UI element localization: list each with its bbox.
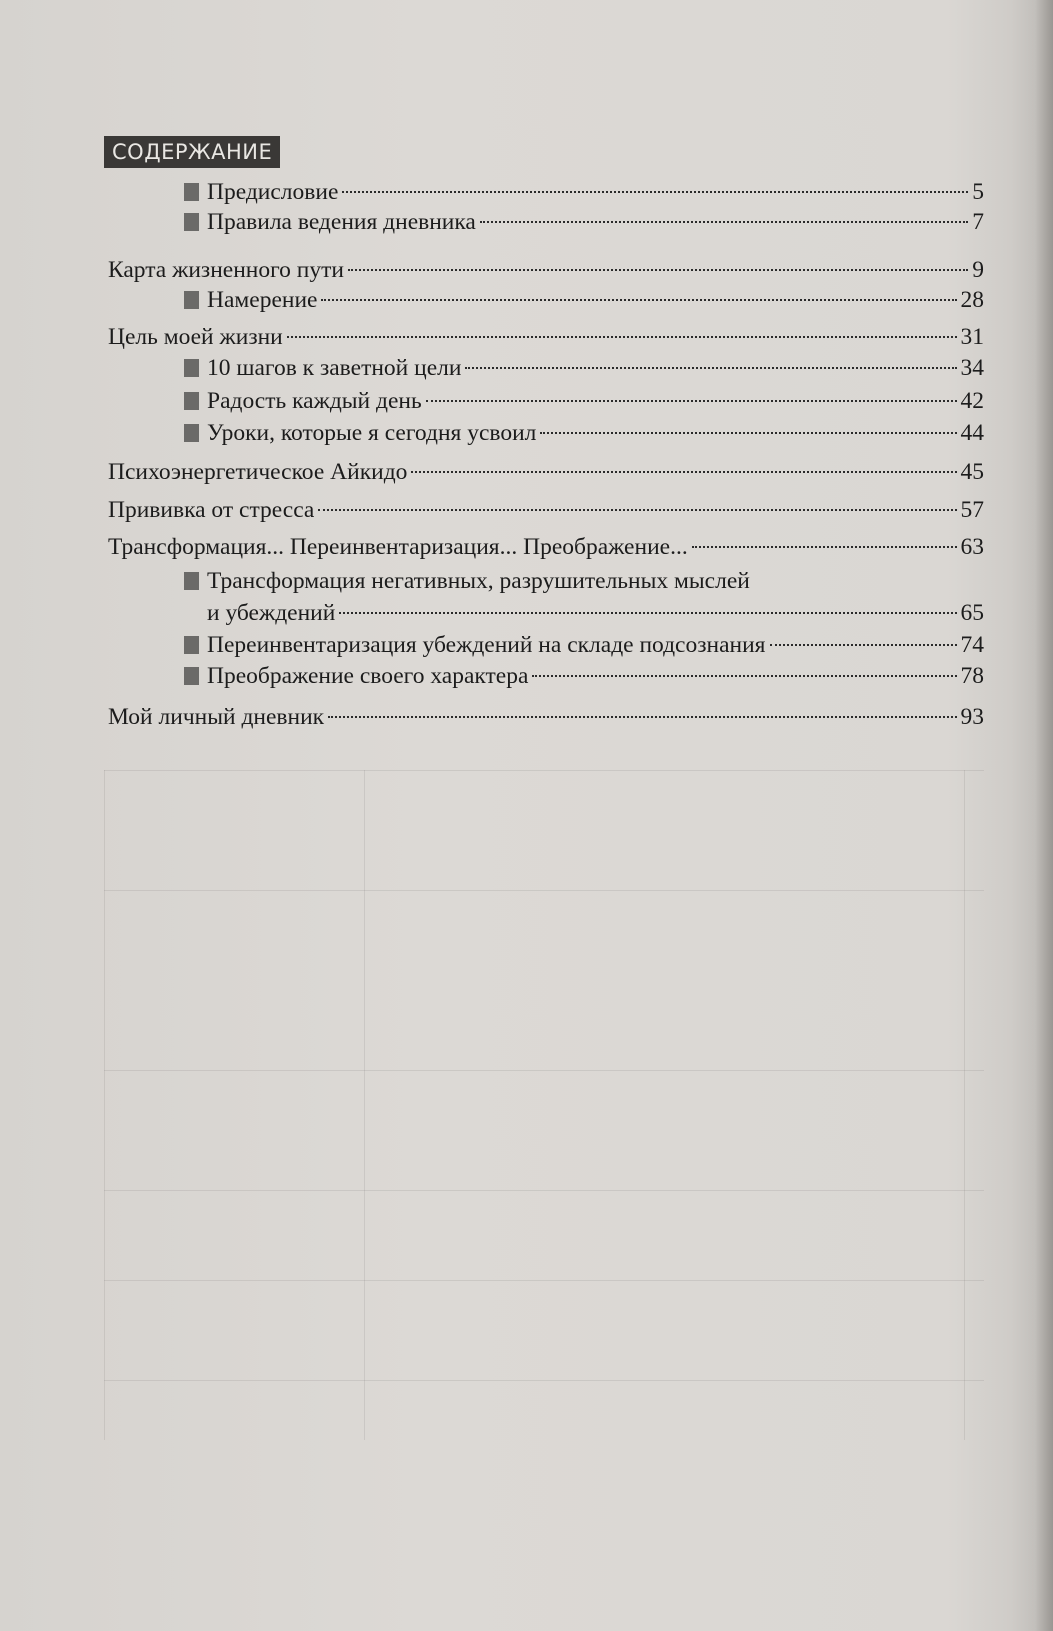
square-bullet-icon [184,183,199,201]
toc-entry-page: 34 [960,355,984,381]
square-bullet-icon [184,359,199,377]
dot-leader [480,220,968,223]
dot-leader [532,674,956,677]
toc-entry-page: 93 [960,704,984,730]
toc-entry-page: 28 [960,287,984,313]
toc-entry-title-line1: Трансформация негативных, разрушительных мыслей [207,568,750,594]
toc-entry[interactable] [108,457,984,487]
toc-entry-page: 42 [960,388,984,414]
dot-leader [465,366,956,369]
toc-entry[interactable] [184,353,984,383]
square-bullet-icon [184,667,199,685]
square-bullet-icon [184,424,199,442]
dot-leader [287,335,957,338]
square-bullet-icon [184,291,199,309]
dot-leader [770,643,957,646]
toc-entry[interactable] [184,177,984,207]
toc-entry[interactable] [184,386,984,416]
toc-entry-title: и убеждений [207,600,336,626]
toc-entry-title: Уроки, которые я сегодня усвоил [207,420,537,446]
dot-leader [342,190,968,193]
toc-entry-title: Цель моей жизни [108,324,283,350]
dot-leader [540,431,956,434]
toc-entry-title: Прививка от стресса [108,497,315,523]
toc-entry-page: 74 [960,632,984,658]
toc-entry-title: Карта жизненного пути [108,257,344,283]
toc-entry-page: 31 [960,324,984,350]
dot-leader [321,298,956,301]
toc-entry[interactable] [108,532,984,562]
toc-entry-title: Предисловие [207,179,339,205]
toc-entry[interactable] [184,207,984,237]
dot-leader [339,611,956,614]
toc-entry-page: 65 [960,600,984,626]
toc-entry-page: 78 [960,663,984,689]
toc-entry-title: Намерение [207,287,318,313]
toc-entry-page: 57 [960,497,984,523]
toc-entry[interactable] [184,418,984,448]
toc-entry[interactable] [184,661,984,691]
toc-entry[interactable] [108,495,984,525]
toc-entry-title: Психоэнергетическое Айкидо [108,459,408,485]
toc-entry-page: 9 [972,257,984,283]
toc-entry-first-line[interactable] [184,566,750,596]
toc-entry[interactable] [108,255,984,285]
toc-entry-page: 44 [960,420,984,446]
toc-entry-title: Трансформация... Переинвентаризация... Преображение... [108,534,688,560]
toc-entry-title: Преображение своего характера [207,663,529,689]
square-bullet-icon [184,392,199,410]
toc-entry-title: Переинвентаризация убеждений на складе подсознания [207,632,766,658]
toc-entry-page: 7 [972,209,984,235]
toc-entry[interactable] [108,322,984,352]
toc-entry-page: 5 [972,179,984,205]
toc-heading: СОДЕРЖАНИЕ [104,136,280,168]
dot-leader [318,508,956,511]
toc-entry[interactable] [108,702,984,732]
page-edge-shadow [1035,0,1053,1631]
toc-entry-page: 45 [960,459,984,485]
dot-leader [411,470,956,473]
dot-leader [692,545,957,548]
toc-entry-title: Радость каждый день [207,388,422,414]
square-bullet-icon [184,636,199,654]
dot-leader [328,715,956,718]
square-bullet-icon [184,213,199,231]
toc-entry-title: Правила ведения дневника [207,209,476,235]
toc-entry[interactable] [184,630,984,660]
dot-leader [348,268,968,271]
toc-entry[interactable] [207,598,984,628]
toc-entry-page: 63 [960,534,984,560]
square-bullet-icon [184,572,199,590]
toc-entry-title: 10 шагов к заветной цели [207,355,462,381]
toc-entry-title: Мой личный дневник [108,704,325,730]
dot-leader [426,399,957,402]
toc-entry[interactable] [184,285,984,315]
